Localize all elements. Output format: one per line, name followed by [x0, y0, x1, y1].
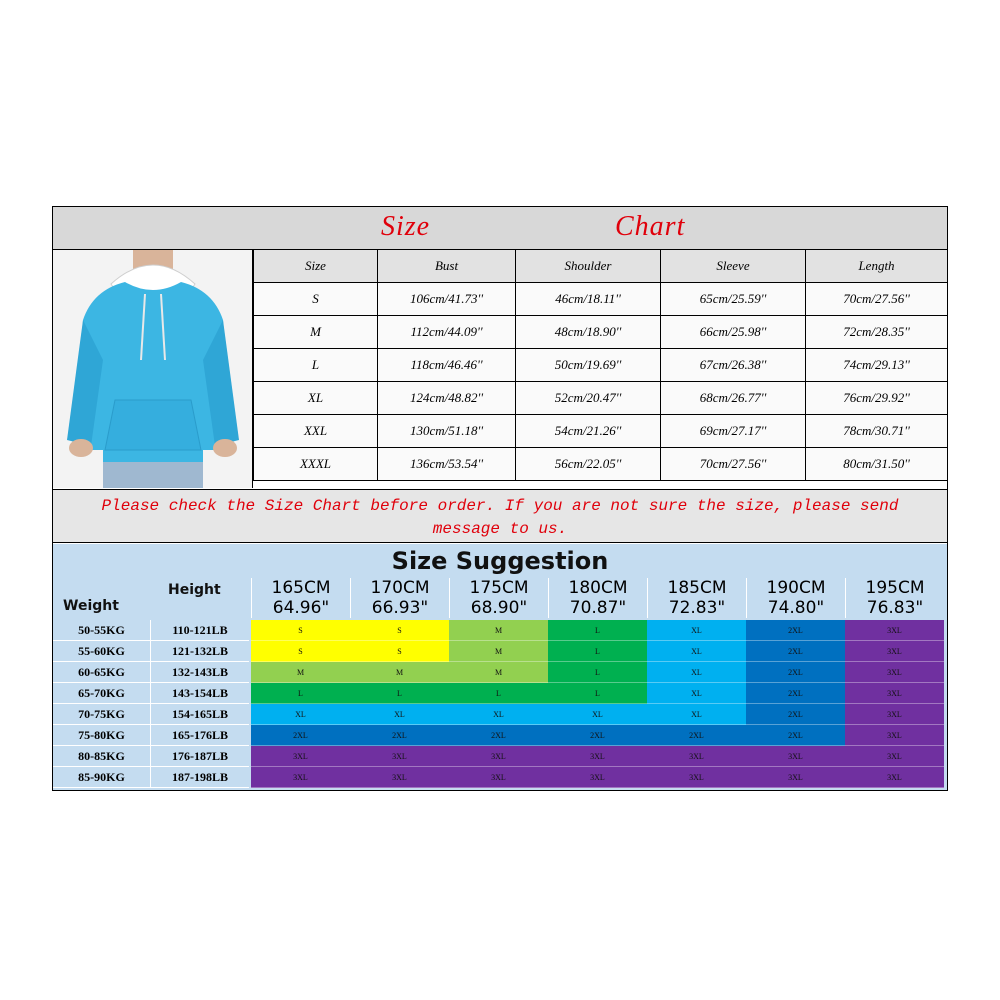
- weight-row: [53, 767, 947, 788]
- suggested-size-cell: 2XL: [251, 725, 350, 746]
- height-cm-label: 190CM: [766, 578, 826, 598]
- weight-kg-label: 85-90KG: [53, 767, 151, 788]
- weight-kg-label: 80-85KG: [53, 746, 151, 767]
- weight-row: [53, 683, 947, 704]
- weight-row: [53, 641, 947, 662]
- cell-size: L: [254, 349, 378, 382]
- cell-size: XXL: [254, 415, 378, 448]
- suggested-size-cell: 3XL: [449, 746, 548, 767]
- suggested-size-cell: XL: [548, 704, 647, 725]
- weight-lb-label: 110-121LB: [151, 620, 249, 641]
- suggested-size-cell: 3XL: [746, 767, 845, 788]
- title-word-chart: Chart: [615, 211, 686, 242]
- cell-size: XXXL: [254, 448, 378, 481]
- suggested-size-cell: 2XL: [746, 641, 845, 662]
- cell-bust: 112cm/44.09'': [378, 316, 516, 349]
- suggested-size-cell: M: [449, 662, 548, 683]
- weight-lb-label: 187-198LB: [151, 767, 249, 788]
- suggested-size-cell: 3XL: [845, 725, 944, 746]
- suggested-size-cell: 3XL: [647, 746, 746, 767]
- suggested-size-cell: L: [251, 683, 350, 704]
- suggested-size-cell: L: [548, 641, 647, 662]
- cell-sleeve: 69cm/27.17'': [661, 415, 806, 448]
- size-measurement-table: [253, 249, 948, 481]
- height-cm-label: 185CM: [667, 578, 727, 598]
- cell-bust: 136cm/53.54'': [378, 448, 516, 481]
- suggested-size-cell: 3XL: [449, 767, 548, 788]
- suggested-size-cell: M: [251, 662, 350, 683]
- suggested-size-cell: M: [449, 641, 548, 662]
- suggested-size-cell: L: [548, 683, 647, 704]
- suggested-size-cell: 3XL: [845, 641, 944, 662]
- suggested-size-cell: 2XL: [548, 725, 647, 746]
- height-column-header: [251, 578, 350, 618]
- suggested-size-cell: XL: [647, 704, 746, 725]
- table-row: [254, 382, 948, 415]
- cell-length: 70cm/27.56'': [806, 283, 948, 316]
- height-inch-label: 74.80": [767, 598, 825, 618]
- column-header-length: Length: [806, 250, 948, 283]
- size-suggestion-title: Size Suggestion: [391, 547, 609, 575]
- weight-lb-label: 176-187LB: [151, 746, 249, 767]
- suggested-size-cell: 3XL: [350, 746, 449, 767]
- suggested-size-cell: S: [251, 641, 350, 662]
- height-column-header: [845, 578, 944, 618]
- cell-shoulder: 50cm/19.69'': [516, 349, 661, 382]
- suggested-size-cell: XL: [647, 662, 746, 683]
- weight-kg-label: 50-55KG: [53, 620, 151, 641]
- cell-bust: 130cm/51.18'': [378, 415, 516, 448]
- height-axis-label: Height: [168, 582, 221, 598]
- cell-size: S: [254, 283, 378, 316]
- weight-lb-label: 121-132LB: [151, 641, 249, 662]
- suggested-size-cell: 2XL: [449, 725, 548, 746]
- cell-bust: 106cm/41.73'': [378, 283, 516, 316]
- weight-lb-label: 132-143LB: [151, 662, 249, 683]
- cell-sleeve: 67cm/26.38'': [661, 349, 806, 382]
- height-inch-label: 64.96": [272, 598, 330, 618]
- table-row: [254, 415, 948, 448]
- cell-size: M: [254, 316, 378, 349]
- height-inch-label: 66.93": [371, 598, 429, 618]
- suggested-size-cell: L: [548, 620, 647, 641]
- height-column-header: [647, 578, 746, 618]
- cell-sleeve: 66cm/25.98'': [661, 316, 806, 349]
- cell-sleeve: 68cm/26.77'': [661, 382, 806, 415]
- table-row: [254, 316, 948, 349]
- weight-kg-label: 60-65KG: [53, 662, 151, 683]
- suggested-size-cell: 2XL: [746, 725, 845, 746]
- cell-bust: 118cm/46.46'': [378, 349, 516, 382]
- suggested-size-cell: L: [548, 662, 647, 683]
- table-header-row: [254, 250, 948, 283]
- suggested-size-cell: XL: [647, 641, 746, 662]
- suggested-size-cell: 2XL: [350, 725, 449, 746]
- table-row: [254, 349, 948, 382]
- suggested-size-cell: L: [449, 683, 548, 704]
- weight-kg-label: 55-60KG: [53, 641, 151, 662]
- notice-line-1: Please check the Size Chart before order. If you are not sure the size, please send: [101, 497, 899, 515]
- height-inch-label: 70.87": [569, 598, 627, 618]
- weight-row: [53, 662, 947, 683]
- cell-length: 80cm/31.50'': [806, 448, 948, 481]
- suggested-size-cell: 3XL: [251, 746, 350, 767]
- weight-row: [53, 725, 947, 746]
- suggested-size-cell: 3XL: [251, 767, 350, 788]
- suggested-size-cell: 3XL: [746, 746, 845, 767]
- suggested-size-cell: XL: [647, 683, 746, 704]
- cell-length: 72cm/28.35'': [806, 316, 948, 349]
- title-word-size: Size: [381, 211, 431, 242]
- weight-kg-label: 65-70KG: [53, 683, 151, 704]
- suggested-size-cell: XL: [647, 620, 746, 641]
- weight-lb-label: 154-165LB: [151, 704, 249, 725]
- suggested-size-cell: 3XL: [845, 620, 944, 641]
- size-chart-sheet: [52, 206, 948, 791]
- suggested-size-cell: 3XL: [548, 746, 647, 767]
- height-inch-label: 76.83": [866, 598, 924, 618]
- hoodie-model-photo: [53, 250, 253, 488]
- height-cm-label: 170CM: [370, 578, 430, 598]
- height-column-header: [350, 578, 449, 618]
- column-header-shoulder: Shoulder: [516, 250, 661, 283]
- suggested-size-cell: 3XL: [845, 662, 944, 683]
- height-cm-label: 180CM: [568, 578, 628, 598]
- weight-row: [53, 704, 947, 725]
- suggested-size-cell: 3XL: [845, 746, 944, 767]
- cell-shoulder: 48cm/18.90'': [516, 316, 661, 349]
- suggested-size-cell: XL: [350, 704, 449, 725]
- cell-shoulder: 46cm/18.11'': [516, 283, 661, 316]
- notice-line-2: message to us.: [432, 520, 568, 538]
- height-cm-label: 165CM: [271, 578, 331, 598]
- suggested-size-cell: 3XL: [647, 767, 746, 788]
- cell-shoulder: 52cm/20.47'': [516, 382, 661, 415]
- column-header-bust: Bust: [378, 250, 516, 283]
- suggested-size-cell: 2XL: [746, 620, 845, 641]
- suggested-size-cell: 2XL: [647, 725, 746, 746]
- suggested-size-cell: S: [350, 620, 449, 641]
- column-header-sleeve: Sleeve: [661, 250, 806, 283]
- height-cm-label: 175CM: [469, 578, 529, 598]
- weight-lb-label: 165-176LB: [151, 725, 249, 746]
- suggested-size-cell: 3XL: [845, 704, 944, 725]
- cell-size: XL: [254, 382, 378, 415]
- suggested-size-cell: 3XL: [845, 683, 944, 704]
- weight-kg-label: 75-80KG: [53, 725, 151, 746]
- cell-length: 76cm/29.92'': [806, 382, 948, 415]
- cell-bust: 124cm/48.82'': [378, 382, 516, 415]
- cell-shoulder: 56cm/22.05'': [516, 448, 661, 481]
- size-suggestion-panel: [53, 544, 947, 790]
- suggested-size-cell: S: [251, 620, 350, 641]
- height-inch-label: 72.83": [668, 598, 726, 618]
- suggested-size-cell: XL: [449, 704, 548, 725]
- suggested-size-cell: 3XL: [548, 767, 647, 788]
- weight-row: [53, 746, 947, 767]
- table-row: [254, 283, 948, 316]
- suggested-size-cell: 2XL: [746, 683, 845, 704]
- suggested-size-cell: 2XL: [746, 704, 845, 725]
- suggested-size-cell: 3XL: [845, 767, 944, 788]
- weight-lb-label: 143-154LB: [151, 683, 249, 704]
- size-chart-title-bar: [53, 207, 947, 250]
- cell-sleeve: 70cm/27.56'': [661, 448, 806, 481]
- height-column-header: [548, 578, 647, 618]
- weight-axis-label: Weight: [63, 598, 119, 614]
- height-cm-label: 195CM: [865, 578, 925, 598]
- weight-kg-label: 70-75KG: [53, 704, 151, 725]
- height-column-header: [449, 578, 548, 618]
- height-inch-label: 68.90": [470, 598, 528, 618]
- height-column-header: [746, 578, 845, 618]
- suggested-size-cell: 2XL: [746, 662, 845, 683]
- suggested-size-cell: L: [350, 683, 449, 704]
- suggested-size-cell: 3XL: [350, 767, 449, 788]
- suggested-size-cell: S: [350, 641, 449, 662]
- suggested-size-cell: M: [350, 662, 449, 683]
- cell-length: 74cm/29.13'': [806, 349, 948, 382]
- cell-sleeve: 65cm/25.59'': [661, 283, 806, 316]
- column-header-size: Size: [254, 250, 378, 283]
- suggested-size-cell: XL: [251, 704, 350, 725]
- cell-length: 78cm/30.71'': [806, 415, 948, 448]
- suggested-size-cell: M: [449, 620, 548, 641]
- size-check-notice: [53, 489, 947, 543]
- cell-shoulder: 54cm/21.26'': [516, 415, 661, 448]
- table-row: [254, 448, 948, 481]
- weight-row: [53, 620, 947, 641]
- blue-hoodie-model-icon: [53, 250, 252, 488]
